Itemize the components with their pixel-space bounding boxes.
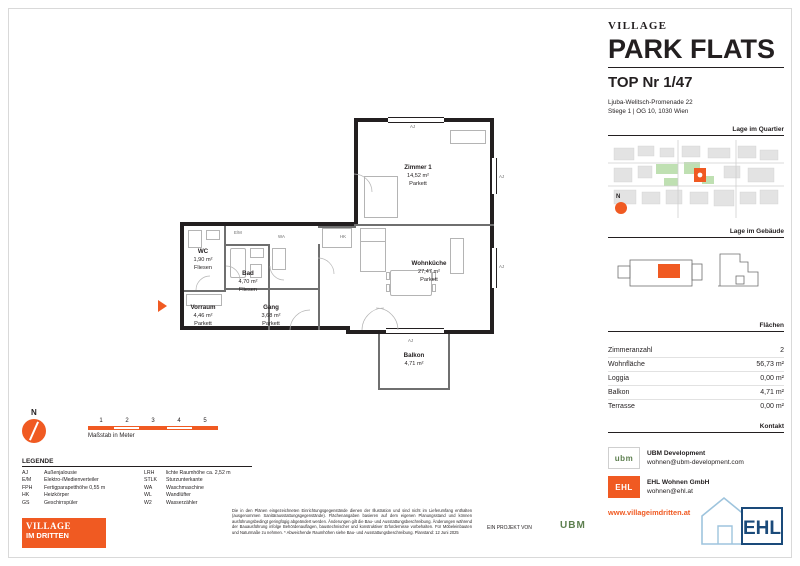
- legend-item: WA Waschmaschine: [144, 484, 204, 491]
- window-right-2: [491, 248, 497, 288]
- section-header-gebaeude: Lage im Gebäude: [608, 228, 784, 238]
- brand-park-flats: PARK FLATS: [608, 34, 775, 64]
- window-right-1: [491, 158, 497, 194]
- svg-text:EHL: EHL: [743, 518, 781, 539]
- contact-ubm: [608, 447, 784, 469]
- ubm-logo: UBM: [560, 520, 586, 531]
- legend-item: FPH Fertigparapetthöhe 0,55 m: [22, 484, 106, 491]
- wardrobe: [450, 130, 486, 144]
- unit-number: TOP Nr 1/47: [608, 74, 693, 91]
- washbasin: [250, 248, 264, 258]
- address-line-2: Stiege 1 | OG 10, 1030 Wien: [608, 108, 689, 115]
- legend-item: STLK Sturzunterkante: [144, 477, 203, 484]
- legend-title: LEGENDE: [22, 458, 252, 467]
- village-logo-line1: VILLAGE: [26, 521, 72, 531]
- ubm-logo-icon: ubm: [608, 447, 640, 469]
- wall-interior-2: [184, 290, 226, 292]
- compass: [22, 408, 46, 443]
- compass-icon: [22, 419, 46, 443]
- scale-bar: [88, 418, 218, 439]
- section-header-kontakt: Kontakt: [608, 423, 784, 433]
- wall-right: [490, 118, 494, 334]
- table-row: Balkon 4,71 m²: [608, 386, 784, 400]
- legend-item: GS Geschirrspüler: [22, 499, 78, 506]
- annotation-aj-3: AJ: [499, 264, 505, 269]
- window-balkon-door: [386, 328, 444, 334]
- entry-arrow-icon: [158, 300, 167, 312]
- legend-item: E/M Elektro-/Medienverteiler: [22, 477, 99, 484]
- village-im-dritten-logo: [22, 518, 106, 548]
- address-line-1: Ljuba-Welitsch-Promenade 22: [608, 99, 693, 106]
- contact-name: UBM Development: [647, 449, 706, 457]
- kitchen-sink: [360, 228, 386, 242]
- section-header-flaechen: Flächen: [608, 322, 784, 332]
- quarter-map-graphic: [608, 140, 784, 218]
- scale-tick-label: 2: [125, 418, 129, 424]
- wc-bowl: [188, 230, 202, 248]
- legend-column-left: [22, 470, 130, 507]
- scale-segment: [166, 426, 193, 430]
- address-block: [608, 98, 784, 116]
- building-diagram: [608, 242, 784, 312]
- chair-1: [386, 272, 390, 280]
- balkon-wall-right: [448, 334, 450, 390]
- annotation-aj-2: AJ: [499, 174, 505, 179]
- contact-email[interactable]: wohnen@ehl.at: [647, 488, 693, 495]
- disclaimer-text: Die in den Plänen eingezeichneten Einrichtungsgegenstände dienen der Illustration und sind nicht im Lieferumfang enthalten (ausgenommen Sanitärausstattungsgegenstände). Flächenangaben basieren auf dem eigenen Planungsstand und können ausführungsbedingt geringfügig abgeändert werden. Änderungen gilt die Bau- und Ausstattungsbeschreibung. Änderungen während der Bauausführung infolge Behördenauflagen, baustechnischer und konstruktiver Erfordernisse vorbehalten. Für Möbeleinbauten und Naturmaße zu nehmen. * Abweichende Raumhöhen siehe Bau- und Ausstattungsbeschreibung. Planstand: 12 Juni 2025: [232, 508, 472, 535]
- areas-table: [608, 344, 784, 413]
- legend-item: W2 Wasserzähler: [144, 499, 198, 506]
- balkon-wall-left: [378, 334, 380, 390]
- annotation-aj-4: AJ: [408, 338, 414, 343]
- annotation-em: E/M: [234, 230, 242, 235]
- wc-basin: [206, 230, 220, 240]
- scale-segment: [193, 426, 218, 430]
- scale-tick-label: 4: [177, 418, 181, 424]
- legend-item: WL Wandlüfter: [144, 492, 191, 499]
- contact-name: EHL Wohnen GmbH: [647, 478, 710, 486]
- table-row: Terrasse 0,00 m²: [608, 403, 784, 410]
- village-logo-line2: IM DRITTEN: [26, 531, 69, 540]
- scale-segment: [88, 426, 113, 430]
- wall-interior-4: [226, 244, 270, 246]
- annotation-wa: WA: [278, 234, 285, 239]
- compass-north-label: N: [31, 408, 37, 417]
- balkon-wall-bottom: [378, 388, 450, 390]
- wall-interior-7: [318, 244, 320, 330]
- legend-item: AJ Außenjalousie: [22, 470, 77, 476]
- floor-plan: [150, 118, 550, 398]
- ehl-logo-icon: EHL: [608, 476, 640, 498]
- scale-segment: [140, 426, 165, 430]
- legend-item: LRH lichte Raumhöhe ca. 2,52 m: [144, 470, 231, 476]
- window-zimmer1: [388, 117, 444, 123]
- project-of-label: EIN PROJEKT VON: [487, 525, 532, 531]
- quarter-map-compass-icon: [615, 202, 627, 214]
- wall-interior-8: [354, 224, 494, 226]
- scale-numbers: [88, 418, 218, 424]
- ehl-brand-logo: [698, 486, 784, 548]
- contact-email[interactable]: wohnen@ubm-development.com: [647, 459, 744, 466]
- appliance-block: [322, 228, 352, 248]
- section-header-quartier: Lage im Quartier: [608, 126, 784, 136]
- scale-tick-label: 3: [151, 418, 155, 424]
- legend: [22, 458, 252, 507]
- table-row: Loggia 0,00 m²: [608, 372, 784, 386]
- wall-left-upper: [354, 118, 358, 224]
- table-row: Wohnfläche 56,73 m²: [608, 358, 784, 372]
- ehl-house-icon: [698, 486, 784, 548]
- room-label-balkon: Balkon 4,71 m²: [403, 352, 425, 367]
- scale-tick-label: 5: [203, 418, 207, 424]
- closet-gang: [272, 248, 286, 270]
- quarter-map: [608, 140, 784, 218]
- room-label-bad: Bad 4,70 m² Fliesen: [238, 270, 258, 293]
- brand-block: [608, 20, 784, 116]
- info-panel: [608, 20, 784, 548]
- scale-tick-label: 1: [99, 418, 103, 424]
- room-label-gang: Gang 3,68 m² Parkett: [261, 304, 281, 327]
- website-link[interactable]: www.villageimdritten.at: [608, 508, 691, 517]
- room-label-zimmer1: Zimmer 1 14,52 m² Parkett: [404, 164, 432, 187]
- room-label-wohnkueche: Wohnküche 27,47 m² Parkett: [411, 260, 447, 283]
- scale-ticks: [88, 426, 218, 430]
- room-label-wc: WC 1,90 m² Fliesen: [193, 248, 213, 271]
- annotation-hk: HK: [340, 234, 347, 239]
- quarter-map-north-label: N: [616, 194, 621, 200]
- brand-divider: [608, 67, 784, 68]
- wall-interior-6: [268, 288, 320, 290]
- legend-item: HK Heizkörper: [22, 492, 70, 499]
- table-row: Zimmeranzahl 2: [608, 344, 784, 358]
- scale-caption: Maßstab in Meter: [88, 433, 135, 439]
- compass-needle-icon: [29, 421, 39, 440]
- brand-village: VILLAGE: [608, 20, 668, 32]
- annotation-aj-1: AJ: [410, 124, 416, 129]
- building-diagram-graphic: [608, 242, 784, 312]
- wall-interior-1: [224, 226, 226, 292]
- legend-column-right: [144, 470, 252, 507]
- scale-segment: [113, 426, 140, 430]
- room-label-vorraum: Vorraum 4,46 m² Parkett: [190, 304, 216, 327]
- chair-2: [386, 284, 390, 292]
- chair-4: [432, 284, 436, 292]
